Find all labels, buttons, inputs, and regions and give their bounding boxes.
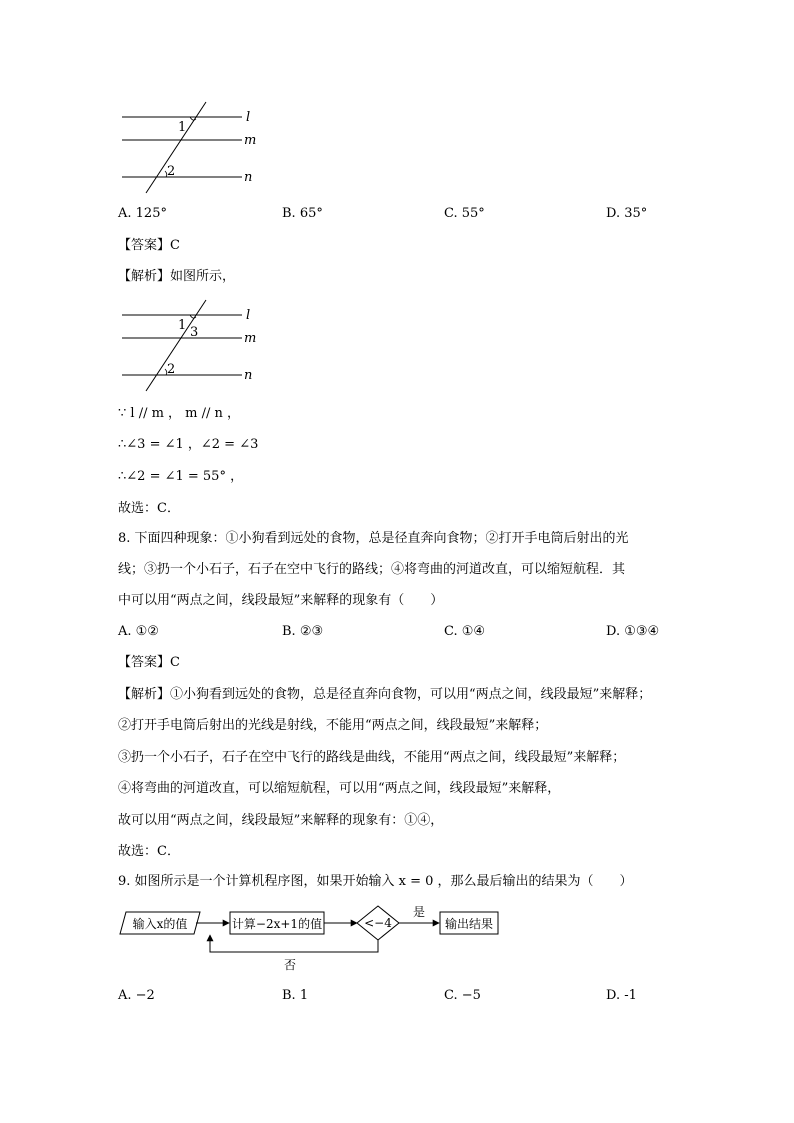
yes-label: 是 xyxy=(412,905,426,919)
q8-analysis-5: 故可以用“两点之间，线段最短”来解释的现象有：①④， xyxy=(118,813,444,828)
q7-option-a: A. 125° xyxy=(118,206,167,221)
q7-step-4: 故选：C． xyxy=(118,501,180,516)
q9-option-c: C. −5 xyxy=(444,988,481,1003)
q7-analysis-head: 【解析】如图所示， xyxy=(118,269,236,284)
loop-back-arrow xyxy=(210,935,378,952)
condition-label: <−4 xyxy=(364,916,392,930)
label-m: m xyxy=(244,331,257,346)
label-l: l xyxy=(246,308,251,323)
label-n: n xyxy=(244,368,253,383)
output-label: 输出结果 xyxy=(444,917,494,931)
q8-option-d: D. ①③④ xyxy=(606,624,660,639)
q8-analysis-4: ④将弯曲的河道改直，可以缩短航程，可以用“两点之间，线段最短”来解释， xyxy=(118,781,561,796)
q8-option-c: C. ①④ xyxy=(444,624,486,639)
label-l: l xyxy=(246,110,251,125)
label-2: 2 xyxy=(167,362,176,377)
q8-option-a: A. ①② xyxy=(118,624,159,639)
q7-option-b: B. 65° xyxy=(282,206,323,221)
parallel-lines-figure-2 xyxy=(110,296,270,396)
q9-question: 9. 如图所示是一个计算机程序图，如果开始输入 x = 0 ，那么最后输出的结果为（ ） xyxy=(118,874,633,889)
parallel-lines-figure-1 xyxy=(110,98,270,198)
q8-answer: 【答案】C xyxy=(118,655,180,670)
label-1: 1 xyxy=(178,318,187,333)
q8-question-line-3: 中可以用“两点之间，线段最短”来解释的现象有（ ） xyxy=(118,593,444,608)
transversal xyxy=(146,102,206,193)
label-1: 1 xyxy=(178,120,187,135)
label-3: 3 xyxy=(190,325,199,340)
q7-step-1: ∵ l // m ， m // n ， xyxy=(118,406,241,421)
q7-option-c: C. 55° xyxy=(444,206,485,221)
program-flowchart xyxy=(116,900,516,978)
no-label: 否 xyxy=(283,958,297,972)
input-label: 输入x的值 xyxy=(132,917,188,931)
q7-option-d: D. 35° xyxy=(606,206,648,221)
q7-step-2: ∴∠3 = ∠1 ，∠2 = ∠3 xyxy=(118,437,259,452)
label-2: 2 xyxy=(167,164,176,179)
q8-analysis-6: 故选：C． xyxy=(118,844,180,859)
q8-analysis-2: ②打开手电筒后射出的光线是射线，不能用“两点之间，线段最短”来解释； xyxy=(118,718,548,733)
transversal xyxy=(146,300,206,391)
q9-option-a: A. −2 xyxy=(118,988,155,1003)
q8-question-line-1: 8. 下面四种现象：①小狗看到远处的食物，总是径直奔向食物；②打开手电筒后射出的光 xyxy=(118,531,629,546)
q8-analysis-1: 【解析】①小狗看到远处的食物，总是径直奔向食物，可以用“两点之间，线段最短”来解释； xyxy=(118,687,652,702)
q9-option-d: D. -1 xyxy=(606,988,637,1003)
q8-option-b: B. ②③ xyxy=(282,624,324,639)
label-n: n xyxy=(244,170,253,185)
compute-label: 计算−2x+1的值 xyxy=(231,917,323,931)
q9-option-b: B. 1 xyxy=(282,988,309,1003)
q8-question-line-2: 线；③扔一个小石子，石子在空中飞行的路线；④将弯曲的河道改直，可以缩短航程．其 xyxy=(118,562,626,577)
q7-answer: 【答案】C xyxy=(118,238,180,253)
q8-analysis-3: ③扔一个小石子，石子在空中飞行的路线是曲线，不能用“两点之间，线段最短”来解释； xyxy=(118,750,626,765)
q7-step-3: ∴∠2 = ∠1 = 55° ， xyxy=(118,469,244,484)
label-m: m xyxy=(244,133,257,148)
